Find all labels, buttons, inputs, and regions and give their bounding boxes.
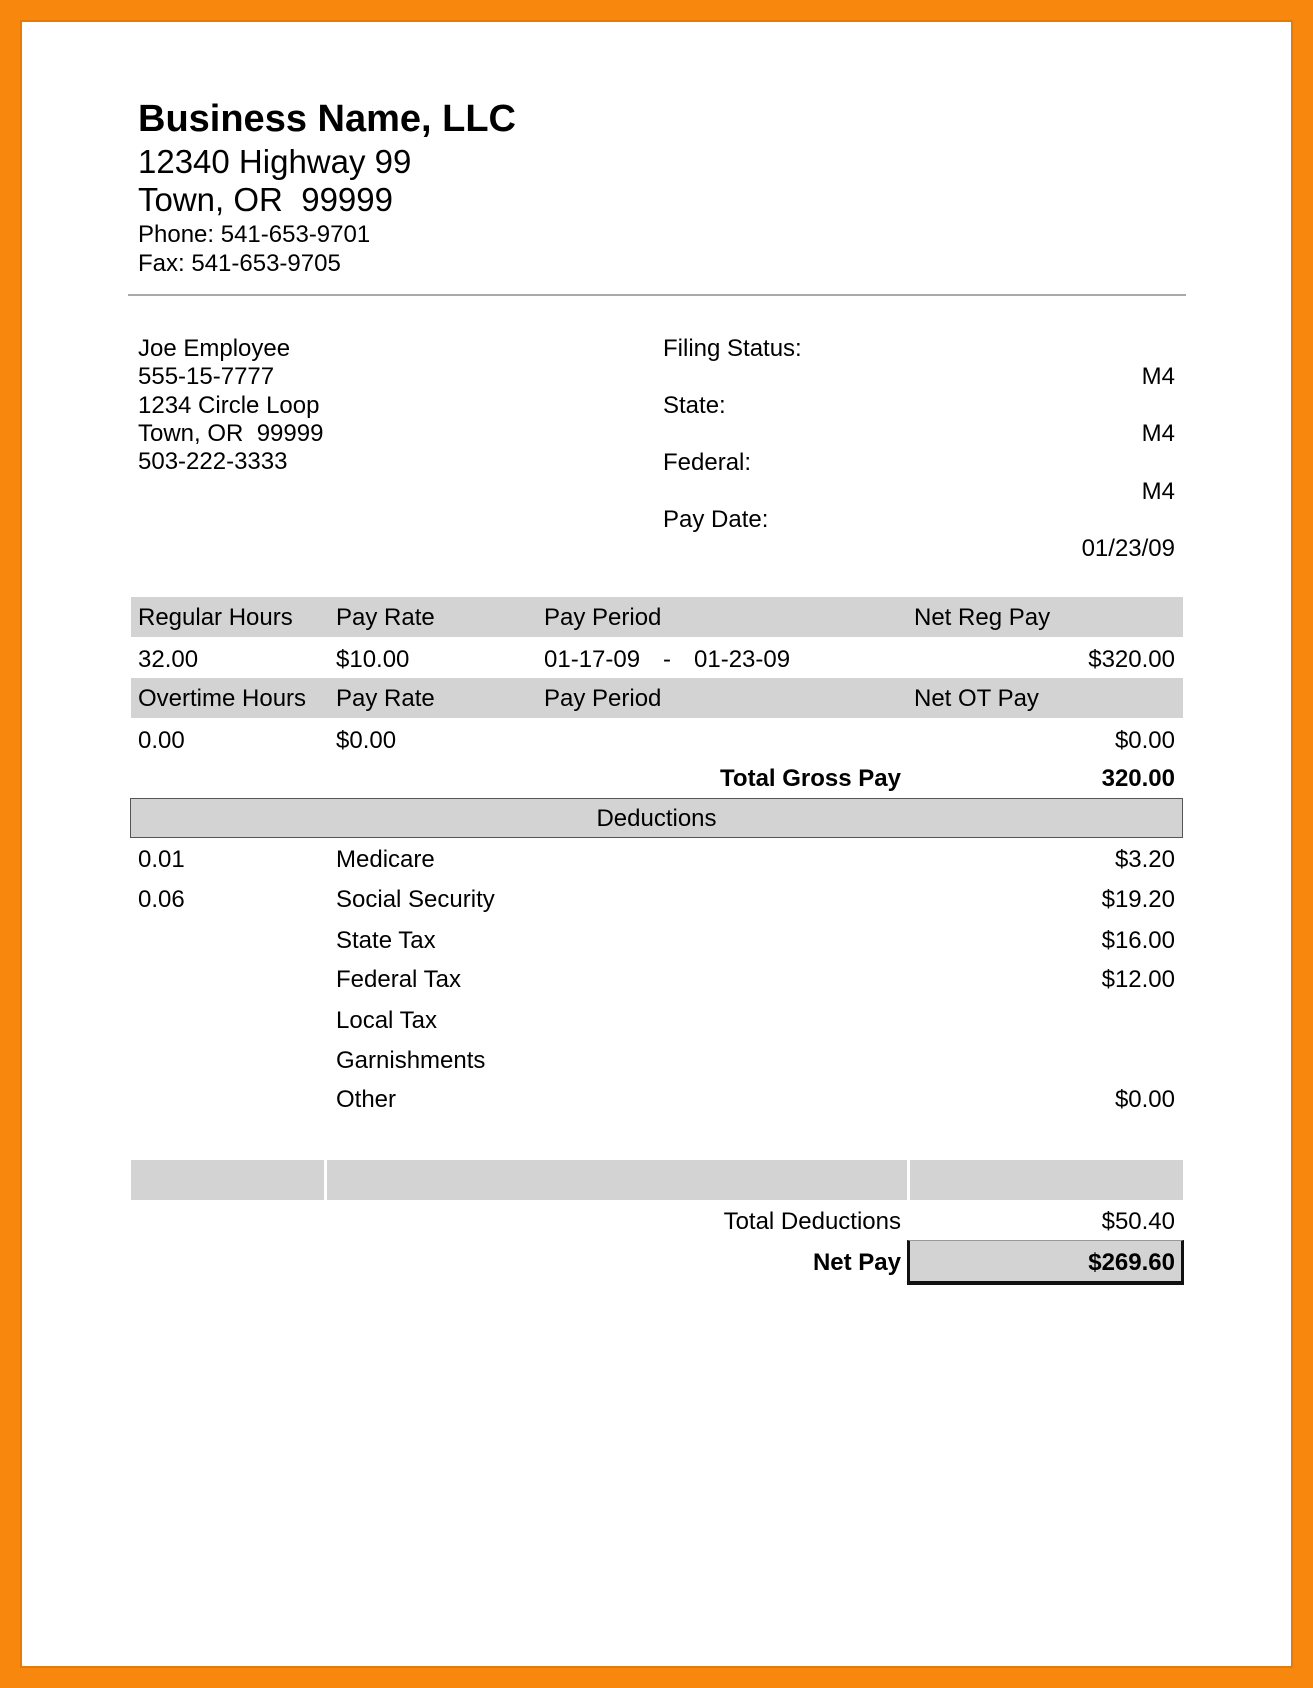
total-deductions-label: Total Deductions (723, 1208, 901, 1235)
business-city: Town, OR 99999 (138, 181, 393, 218)
deduction-label: Social Security (336, 886, 495, 913)
deduction-label: Medicare (336, 846, 435, 873)
state-value: M4 (1141, 420, 1175, 447)
filing-status-label: Filing Status: (663, 335, 802, 362)
federal-label: Federal: (663, 449, 752, 476)
overtime-pay-period-header: Pay Period (544, 685, 662, 712)
state-label: State: (663, 392, 726, 419)
footer-band-segment (327, 1160, 907, 1200)
deduction-amount: $19.20 (1101, 886, 1175, 913)
deduction-label: Other (336, 1086, 397, 1113)
footer-band-segment (131, 1160, 324, 1200)
total-gross-pay-label: Total Gross Pay (720, 765, 901, 792)
deduction-amount: $12.00 (1101, 966, 1175, 993)
deduction-label: Garnishments (336, 1047, 486, 1074)
employee-street: 1234 Circle Loop (138, 392, 320, 419)
federal-value: M4 (1141, 478, 1175, 505)
deduction-rate: 0.01 (138, 846, 185, 873)
business-name: Business Name, LLC (138, 98, 516, 140)
overtime-hours-value: 0.00 (138, 727, 185, 754)
employee-name: Joe Employee (138, 335, 291, 362)
header-divider (128, 294, 1186, 296)
business-street: 12340 Highway 99 (138, 143, 412, 180)
employee-ssn: 555-15-7777 (138, 363, 275, 390)
deduction-rate: 0.06 (138, 886, 185, 913)
total-deductions-value: $50.40 (1101, 1208, 1175, 1235)
deduction-amount: $16.00 (1101, 927, 1175, 954)
deduction-label: Local Tax (336, 1007, 437, 1034)
employee-city: Town, OR 99999 (138, 420, 324, 447)
pay-period-separator: - (663, 646, 671, 673)
overtime-hours-header: Overtime Hours (138, 685, 307, 712)
regular-hours-value: 32.00 (138, 646, 199, 673)
pay-period-end: 01-23-09 (694, 646, 791, 673)
business-fax: Fax: 541-653-9705 (138, 250, 341, 277)
net-ot-pay-header: Net OT Pay (914, 685, 1039, 712)
net-ot-pay-value: $0.00 (1114, 727, 1175, 754)
overtime-pay-rate-header: Pay Rate (336, 685, 435, 712)
net-reg-pay-value: $320.00 (1088, 646, 1175, 673)
pay-period-start: 01-17-09 (544, 646, 641, 673)
net-pay-value: $269.60 (1088, 1249, 1175, 1276)
regular-pay-rate-value: $10.00 (336, 646, 410, 673)
deduction-label: Federal Tax (336, 966, 461, 993)
total-gross-pay-value: 320.00 (1101, 765, 1175, 792)
net-reg-pay-header: Net Reg Pay (914, 604, 1051, 631)
regular-pay-period-header: Pay Period (544, 604, 662, 631)
deductions-title: Deductions (596, 805, 717, 832)
overtime-pay-rate-value: $0.00 (336, 727, 397, 754)
pay-date-label: Pay Date: (663, 506, 769, 533)
business-phone: Phone: 541-653-9701 (138, 221, 371, 248)
deduction-amount: $0.00 (1114, 1086, 1175, 1113)
regular-hours-header: Regular Hours (138, 604, 293, 631)
regular-pay-rate-header: Pay Rate (336, 604, 435, 631)
footer-band-segment (910, 1160, 1183, 1200)
employee-phone: 503-222-3333 (138, 448, 288, 475)
deduction-label: State Tax (336, 927, 436, 954)
filing-status-value: M4 (1141, 363, 1175, 390)
net-pay-label: Net Pay (812, 1249, 901, 1276)
deduction-amount: $3.20 (1114, 846, 1175, 873)
pay-date-value: 01/23/09 (1081, 535, 1175, 562)
